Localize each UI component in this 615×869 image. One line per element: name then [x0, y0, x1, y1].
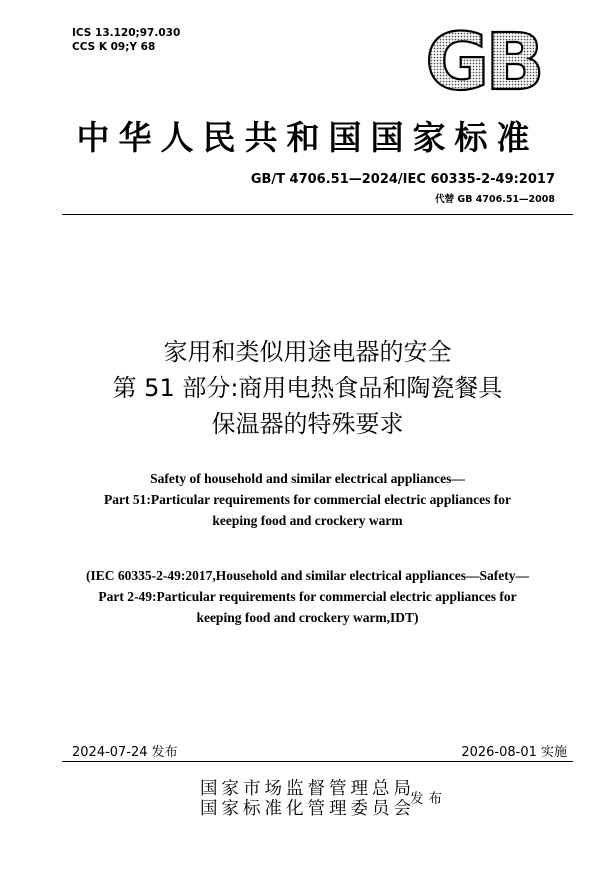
chinese-title-line-2: 第 51 部分:商用电热食品和陶瓷餐具: [112, 374, 503, 402]
issuer-samr: 国家市场监督管理总局: [200, 778, 415, 798]
chinese-title-line-3: 保温器的特殊要求: [211, 410, 404, 438]
gb-logo: [418, 20, 548, 96]
chinese-title-line-1: 家用和类似用途电器的安全: [163, 338, 452, 366]
publish-label: 发布: [410, 791, 447, 806]
issue-date: 2024-07-24 发布: [72, 745, 178, 760]
english-title-line-1: Safety of household and similar electrical appliances—: [150, 471, 465, 486]
replaces-note: 代替 GB 4706.51—2008: [435, 194, 555, 205]
implementation-date: 2026-08-01 实施: [461, 745, 567, 760]
bottom-divider: [62, 761, 573, 762]
english-title: [40, 468, 575, 531]
iec-note-line-1: (IEC 60335-2-49:2017,Household and similar electrical appliances—Safety—: [86, 568, 529, 583]
chinese-title: [0, 334, 615, 442]
iec-note-line-3: keeping food and crockery warm,IDT): [196, 610, 419, 625]
english-title-line-3: keeping food and crockery warm: [212, 513, 403, 528]
ics-code: ICS 13.120;97.030: [72, 27, 181, 39]
english-title-line-2: Part 51:Particular requirements for commercial electric appliances for: [104, 492, 511, 507]
ccs-code: CCS K 09;Y 68: [72, 41, 156, 53]
issuing-authorities: [200, 778, 415, 818]
standard-title: 中华人民共和国国家标准: [76, 121, 539, 157]
top-divider: [62, 214, 573, 215]
iec-equivalence-note: [40, 565, 575, 628]
logo-text: GB: [425, 20, 541, 96]
classification-codes: [72, 26, 180, 54]
iec-note-line-2: Part 2-49:Particular requirements for commercial electric appliances for: [98, 589, 517, 604]
issuer-sac: 国家标准化管理委员会: [200, 798, 415, 818]
standard-number: GB/T 4706.51—2024/IEC 60335-2-49:2017: [250, 172, 555, 187]
